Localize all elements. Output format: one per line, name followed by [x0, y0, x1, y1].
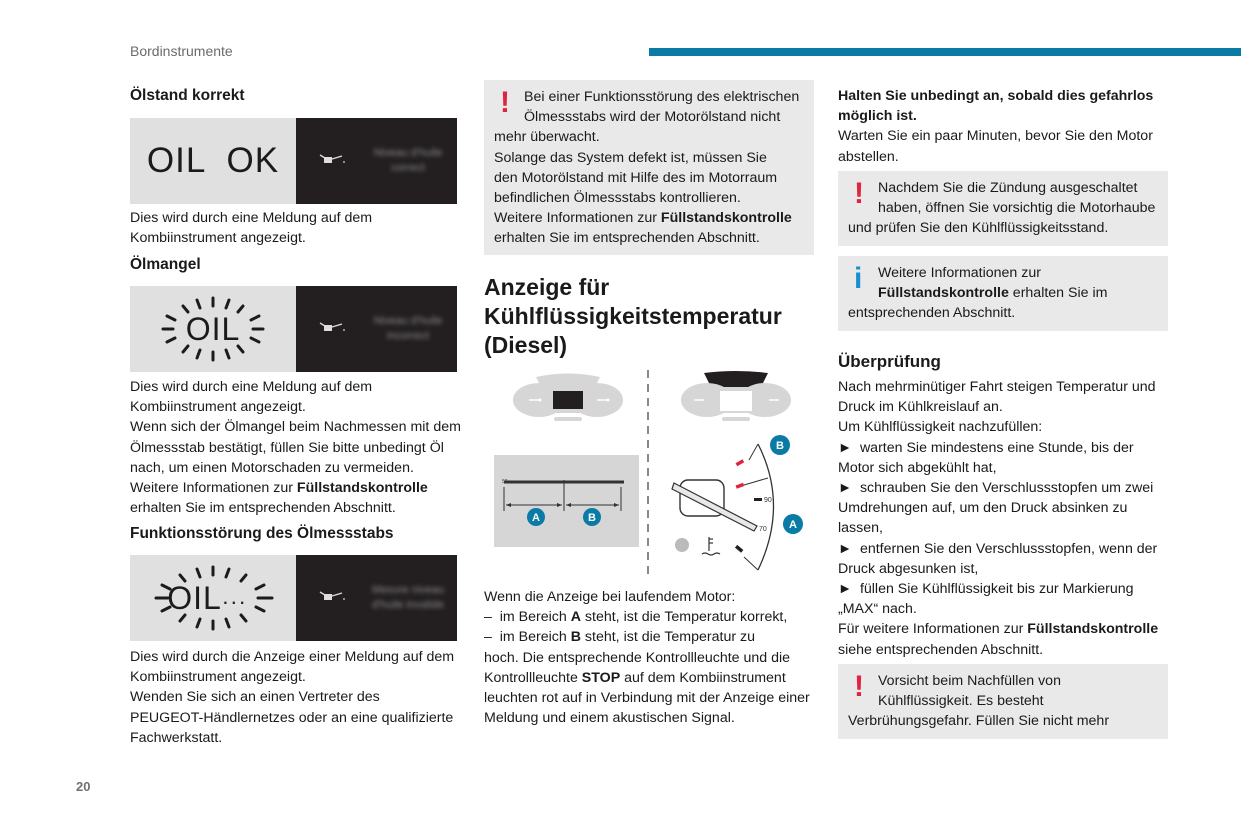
step-item	[838, 438, 1173, 458]
svg-text:90: 90	[764, 497, 772, 504]
svg-text:50: 50	[502, 479, 508, 485]
display-message: Niveau d'huile incorrect	[373, 315, 443, 342]
text-span: warten Sie mindestens eine Stunde, bis der	[859, 439, 1134, 456]
running-title: Bordinstrumente	[130, 43, 233, 59]
svg-text:70: 70	[759, 526, 767, 533]
oil-ok-panel	[130, 118, 457, 204]
bullet-arrow-icon: ►	[838, 581, 853, 598]
oil-can-icon	[318, 152, 348, 166]
text-line: Dies wird durch eine Meldung auf dem	[130, 379, 373, 395]
oil-low-symbol	[130, 286, 296, 372]
text-line: Halten Sie unbedingt an, sobald dies gefahrlos	[838, 88, 1154, 104]
oil-ok-text: OIL OK	[146, 141, 280, 180]
text-line: Kühlflüssigkeit. Es besteht	[878, 693, 1044, 710]
text-span: – im Bereich	[484, 629, 571, 646]
zone-b-label: B	[570, 629, 581, 646]
text-line: haben, öffnen Sie vorsichtig die Motorhaube	[878, 200, 1156, 217]
text-span: Für weitere Informationen zur	[838, 621, 1028, 638]
coolant-gauge-description	[484, 587, 814, 728]
text-line: Meldung und einem akustischen Signal.	[484, 710, 735, 727]
svg-text:A: A	[789, 519, 797, 531]
display-screen	[296, 555, 457, 641]
step-item	[838, 539, 1173, 559]
text-span: auf dem Kombiinstrument	[620, 669, 786, 686]
text-span: schrauben Sie den Verschlussstopfen um zwei	[859, 480, 1154, 497]
dots: ···	[221, 588, 247, 614]
oil-label: OIL	[167, 579, 222, 616]
stop-instruction	[838, 86, 1168, 167]
step-item	[838, 478, 1173, 498]
bullet-arrow-icon: ►	[838, 540, 853, 557]
warning-note-dipstick	[484, 80, 814, 255]
level-check-link[interactable]: Füllstandskontrolle	[296, 480, 428, 497]
header-accent-bar	[649, 48, 1241, 56]
text-line: hoch. Die entsprechende Kontrollleuchte und die	[484, 649, 791, 666]
text-line: Kombiinstrument angezeigt.	[130, 230, 306, 247]
text-line: Warten Sie ein paar Minuten, bevor Sie den Motor	[838, 128, 1153, 145]
oil-ok-description	[130, 208, 460, 248]
bullet-arrow-icon: ►	[838, 439, 853, 456]
page-number: 20	[76, 779, 91, 794]
text-line: nach, um einen Motorschaden zu vermeiden.	[130, 459, 414, 476]
text-line: Kombiinstrument angezeigt.	[130, 669, 306, 686]
text-line: Nachdem Sie die Zündung ausgeschaltet	[878, 180, 1138, 196]
text-line: Weitere Informationen zur	[878, 265, 1041, 281]
svg-text:B: B	[776, 440, 784, 452]
bullet-arrow-icon: ►	[838, 480, 853, 497]
heading-line: Anzeige für	[484, 274, 610, 300]
oil-fault-symbol	[130, 555, 296, 641]
warning-note-scalding	[838, 664, 1168, 739]
text-line: Dies wird durch eine Meldung auf dem	[130, 210, 373, 226]
text-line	[494, 208, 804, 228]
zone-a-badge: A	[532, 512, 540, 524]
info-note-level-check	[838, 256, 1168, 331]
text-span: füllen Sie Kühlflüssigkeit bis zur Markierung	[859, 581, 1134, 598]
oil-can-icon	[318, 320, 348, 334]
text-span: erhalten Sie im	[1008, 285, 1108, 302]
text-line: abstellen.	[838, 148, 899, 165]
text-span: – im Bereich	[484, 609, 571, 626]
heading-check: Überprüfung	[838, 352, 941, 371]
instrument-cluster-icon-left	[513, 374, 623, 422]
oil-shortage-description	[130, 377, 465, 518]
oil-text	[167, 580, 247, 617]
display-message: Mesure niveau d'huile invalide	[371, 584, 445, 611]
dipstick-fault-description	[130, 647, 465, 748]
text-span: entfernen Sie den Verschlussstopfen, wenn der	[859, 540, 1158, 557]
text-line: Solange das System defekt ist, müssen Sie	[494, 149, 767, 166]
warning-note-ignition	[838, 171, 1168, 246]
text-line: befindlichen Ölmessstabs kontrollieren.	[494, 190, 741, 207]
text-line: mehr überwacht.	[494, 129, 600, 146]
heading-oil-level-ok: Ölstand korrekt	[130, 87, 245, 104]
text-line: erhalten Sie im entsprechenden Abschnitt.	[494, 230, 760, 247]
text-line: leuchten rot auf in Verbindung mit der Anzeige einer	[484, 690, 810, 707]
text-line: Umdrehungen auf, um den Druck absinken zu	[838, 500, 1128, 517]
text-span: Weitere Informationen zur	[130, 480, 297, 497]
info-icon: i	[854, 262, 863, 295]
oil-text: OIL	[185, 310, 241, 347]
text-line: Wenn sich der Ölmangel beim Nachmessen mit dem	[130, 419, 461, 436]
text-span: steht, ist die Temperatur zu	[580, 629, 755, 646]
text-line: Druck im Kühlkreislauf an.	[838, 399, 1003, 416]
text-line: Nach mehrminütiger Fahrt steigen Temperatur und	[838, 379, 1156, 395]
heading-line: (Diesel)	[484, 332, 568, 358]
text-line: möglich ist.	[838, 108, 917, 125]
text-line: Um Kühlflüssigkeit nachzufüllen:	[838, 419, 1043, 436]
step-item	[838, 579, 1173, 599]
level-check-link[interactable]: Füllstandskontrolle	[660, 210, 792, 227]
text-line	[848, 283, 1158, 303]
display-screen	[296, 286, 457, 372]
text-line	[484, 668, 814, 688]
oil-ok-symbol	[130, 118, 296, 204]
text-line	[130, 478, 465, 498]
coolant-temperature-icon	[702, 537, 720, 555]
text-line: Druck abgesunken ist,	[838, 560, 979, 577]
exclamation-icon: !	[500, 86, 510, 119]
oil-can-icon	[318, 589, 348, 603]
oil-low-panel	[130, 286, 457, 372]
text-line: lassen,	[838, 520, 883, 537]
text-line: erhalten Sie im entsprechenden Abschnitt.	[130, 500, 396, 517]
text-line: Verbrühungsgefahr. Füllen Sie nicht mehr	[848, 713, 1110, 730]
text-line: Bei einer Funktionsstörung des elektrischen	[524, 89, 800, 105]
coolant-gauge-figure	[484, 365, 814, 585]
exclamation-icon: !	[854, 177, 864, 210]
text-span: Weitere Informationen zur	[494, 210, 661, 227]
text-line: den Motorölstand mit Hilfe des im Motorraum	[494, 169, 778, 186]
text-line: PEUGEOT-Händlernetzes oder an eine qualifizierte	[130, 709, 454, 726]
instrument-cluster-icon-right	[681, 371, 791, 421]
zone-a-label: A	[570, 609, 581, 626]
text-line	[838, 619, 1173, 639]
text-span: steht, ist die Temperatur korrekt,	[580, 609, 788, 626]
text-line: Vorsicht beim Nachfüllen von	[878, 673, 1061, 689]
heading-oil-shortage: Ölmangel	[130, 256, 201, 273]
heading-dipstick-fault: Funktionsstörung des Ölmessstabs	[130, 525, 394, 542]
exclamation-icon: !	[854, 670, 864, 703]
check-procedure	[838, 377, 1173, 660]
level-check-link[interactable]: Füllstandskontrolle	[878, 285, 1009, 302]
text-line: Ölmessstab bestätigt, füllen Sie bitte unbedingt Öl	[130, 439, 444, 456]
text-line: entsprechenden Abschnitt.	[848, 305, 1016, 322]
text-line: und prüfen Sie den Kühlflüssigkeitsstand.	[848, 220, 1109, 237]
level-check-link[interactable]: Füllstandskontrolle	[1027, 621, 1159, 638]
heading-line: Kühlflüssigkeitstemperatur	[484, 303, 782, 329]
text-line: Dies wird durch die Anzeige einer Meldung auf dem	[130, 649, 455, 665]
zone-b-badge: B	[588, 512, 596, 524]
text-span: Kontrollleuchte	[484, 669, 582, 686]
text-line	[484, 627, 814, 647]
text-line: Wenden Sie sich an einen Vertreter des	[130, 689, 380, 706]
text-line: Kombiinstrument angezeigt.	[130, 399, 306, 416]
text-line: „MAX“ nach.	[838, 601, 917, 618]
text-line: siehe entsprechenden Abschnitt.	[838, 641, 1044, 658]
dipstick-fault-panel	[130, 555, 457, 641]
heading-coolant-temperature	[484, 273, 782, 360]
text-line: Motor sich abgekühlt hat,	[838, 459, 997, 476]
text-line: Fachwerkstatt.	[130, 729, 223, 746]
display-screen	[296, 118, 457, 204]
display-message: Niveau d'huile correct	[373, 147, 443, 174]
text-line: Wenn die Anzeige bei laufendem Motor:	[484, 589, 736, 605]
text-line	[484, 607, 814, 627]
text-line: Ölmessstabs wird der Motorölstand nicht	[524, 109, 781, 126]
stop-label: STOP	[581, 669, 621, 686]
